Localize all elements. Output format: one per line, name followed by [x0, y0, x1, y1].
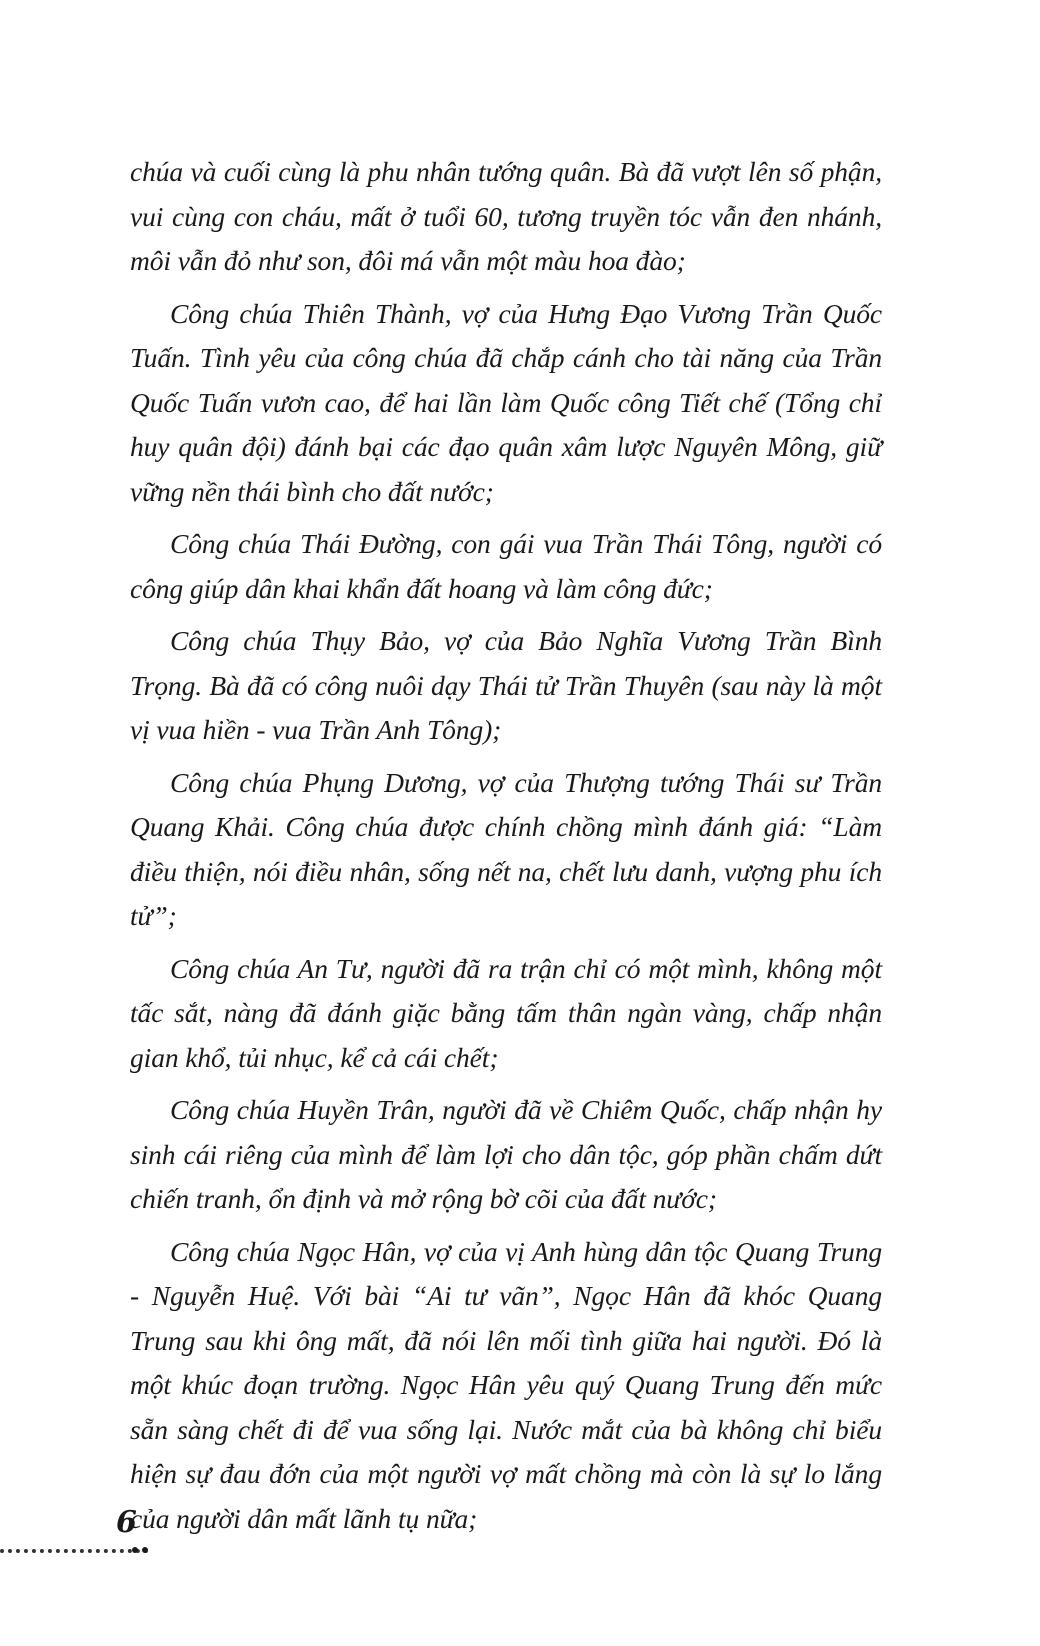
- paragraph-2: Công chúa Thiên Thành, vợ của Hưng Đạo Vương Trần Quốc Tuấn. Tình yêu của công chúa đã chắp cánh cho tài năng của Trần Quốc Tuấn vươn cao, để hai lần làm Quốc công Tiết chế (Tổng chỉ huy quân đội) đánh bại các đạo quân xâm lược Nguyên Mông, giữ vững nền thái bình cho đất nước;: [130, 297, 882, 507]
- paragraph-1: chúa và cuối cùng là phu nhân tướng quân. Bà đã vượt lên số phận, vui cùng con cháu, mất ở tuổi 60, tương truyền tóc vẫn đen nhánh, môi vẫn đỏ như son, đôi má vẫn một màu hoa đào;: [130, 156, 882, 276]
- dotted-divider: [0, 1549, 148, 1553]
- page-footer: [0, 1505, 260, 1585]
- footer-dot-icon: [142, 1547, 148, 1553]
- body-text: [130, 150, 882, 1549]
- paragraph-3: Công chúa Thái Đường, con gái vua Trần Thái Tông, người có công giúp dân khai khẩn đất hoang và làm công đức;: [130, 528, 882, 604]
- paragraph-4: Công chúa Thụy Bảo, vợ của Bảo Nghĩa Vương Trần Bình Trọng. Bà đã có công nuôi dạy Thái tử Trần Thuyên (sau này là một vị vua hiền - vua Trần Anh Tông);: [130, 625, 882, 745]
- footer-dot-icon: [132, 1547, 138, 1553]
- paragraph-8: Công chúa Ngọc Hân, vợ của vị Anh hùng dân tộc Quang Trung - Nguyễn Huệ. Với bài “Ai tư vãn”, Ngọc Hân đã khóc Quang Trung sau khi ông mất, đã nói lên mối tình giữa hai người. Đó là một khúc đoạn trường. Ngọc Hân yêu quý Quang Trung đến mức sẵn sàng chết đi để vua sống lại. Nước mắt của bà không chỉ biểu hiện sự đau đớn của một người vợ mất chồng mà còn là sự lo lắng của người dân mất lãnh tụ nữa;: [130, 1235, 882, 1534]
- paragraph-5: Công chúa Phụng Dương, vợ của Thượng tướng Thái sư Trần Quang Khải. Công chúa được chính chồng mình đánh giá: “Làm điều thiện, nói điều nhân, sống nết na, chết lưu danh, vượng phu ích tử”;: [130, 766, 882, 931]
- page-number: 6: [116, 1505, 137, 1540]
- paragraph-6: Công chúa An Tư, người đã ra trận chỉ có một mình, không một tấc sắt, nàng đã đánh giặc bằng tấm thân ngàn vàng, chấp nhận gian khổ, tủi nhục, kể cả cái chết;: [130, 952, 882, 1073]
- paragraph-7: Công chúa Huyền Trân, người đã về Chiêm Quốc, chấp nhận hy sinh cái riêng của mình để làm lợi cho dân tộc, góp phần chấm dứt chiến tranh, ổn định và mở rộng bờ cõi của đất nước;: [130, 1094, 882, 1214]
